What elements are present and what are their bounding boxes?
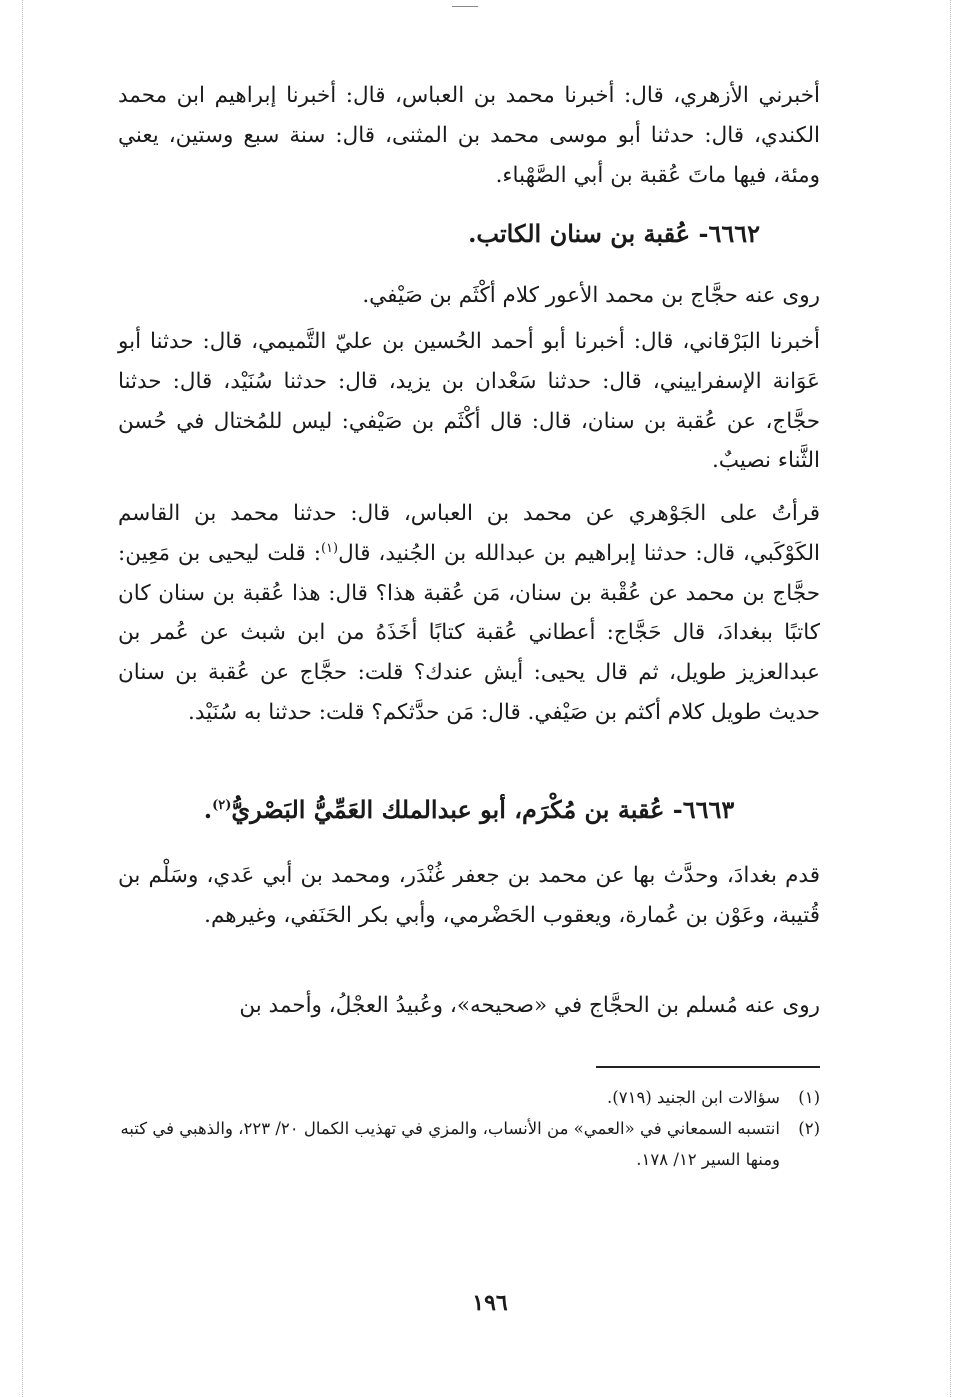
entry-title-end: .	[203, 795, 213, 824]
paragraph-1: أخبرني الأزهري، قال: أخبرنا محمد بن العباس، قال: أخبرنا إبراهيم ابن محمد الكندي، قال: حدثنا أبو موسى محمد بن المثنى، قال: سنة سبع وستين، يعني ومئة، فيها ماتَ عُقبة بن أبي الصَّهْباء.	[118, 83, 820, 188]
footnote-separator	[596, 1066, 820, 1068]
entry-title: عُقبة بن سنان الكاتب.	[468, 219, 691, 248]
footnote-1	[118, 1082, 820, 1113]
footnote-text: انتسبه السمعاني في «العمي» من الأنساب، والمزي في تهذيب الكمال ٢٠/ ٢٢٣، والذهبي في كتبه ومنها السير ١٢/ ١٧٨.	[120, 1119, 780, 1169]
page-number: ١٩٦	[472, 1290, 508, 1316]
entry-title: عُقبة بن مُكْرَم، أبو عبدالملك العَمِّيُّ البَصْريُّ	[231, 795, 665, 824]
paragraph-4	[118, 494, 820, 733]
paragraph-4-part-2: : قلت ليحيى بن مَعِين: حجَّاج بن محمد عن عُقْبة بن سنان، مَن عُقبة هذا؟ قال: هذا عُقبة بن سنان كان كاتبًا ببغدادَ، قال حَجَّاج: أعطاني عُقبة كتابًا أخَذَهُ من ابن شبث عن عُمر بن عبدالعزيز طويل، ثم قال يحيى: أيش عندك؟ قلت: حجَّاج عن عُقبة بن سنان حديث طويل كلام أكثم بن صَيْفي. قال: مَن حدَّثكم؟ قلت: حدثنا به سُنَيْد.	[118, 540, 820, 725]
footnote-number: (٢)	[798, 1119, 820, 1138]
entry-number: ٦٦٦٢-	[698, 219, 760, 248]
scan-edge-right	[950, 0, 951, 1397]
scan-edge-left	[22, 0, 23, 1397]
top-scan-mark	[452, 0, 478, 7]
paragraph-5: قدم بغدادَ، وحدَّث بها عن محمد بن جعفر غُنْدَر، ومحمد بن أبي عَدي، وسَلْم بن قُتيبة، وعَوْن بن عُمارة، ويعقوب الحَضْرمي، وأبي بكر الحَنَفي، وغيرهم.	[118, 863, 820, 928]
footnote-text: سؤالات ابن الجنيد (٧١٩).	[607, 1088, 780, 1107]
entry-heading-6663	[118, 790, 820, 830]
footnote-number: (١)	[798, 1088, 820, 1107]
footnotes	[118, 1082, 820, 1175]
entry-heading-6662	[118, 214, 820, 254]
paragraph-6: روى عنه مُسلم بن الحجَّاج في «صحيحه»، وعُبيدُ العجْلُ، وأحمد بن	[239, 993, 820, 1018]
entry-number: ٦٦٦٣-	[672, 795, 735, 824]
footnote-ref-2: (٢)	[212, 798, 232, 813]
paragraph-4-part-1: قرأتُ على الجَوْهري عن محمد بن العباس، قال: حدثنا محمد بن القاسم الكَوْكَبي، قال: حدثنا إبراهيم بن عبدالله بن الجُنيد، قال	[118, 501, 820, 566]
paragraph-3: أخبرنا البَرْقاني، قال: أخبرنا أبو أحمد الحُسين بن عليّ التَّميمي، قال: حدثنا أبو عَوَانة الإسفراييني، قال: حدثنا سَعْدان بن يزيد، قال: حدثنا سُنَيْد، قال: حدثنا حجَّاج، عن عُقبة بن سنان، قال: قال أكْثَم بن صَيْفي: ليس للمُختال في حُسن الثَّناء نصيبٌ.	[118, 329, 820, 474]
footnote-ref-1: (١)	[320, 540, 339, 556]
paragraph-2: روى عنه حجَّاج بن محمد الأعور كلام أكْثَم بن صَيْفي.	[362, 283, 820, 308]
footnote-2	[118, 1113, 820, 1175]
